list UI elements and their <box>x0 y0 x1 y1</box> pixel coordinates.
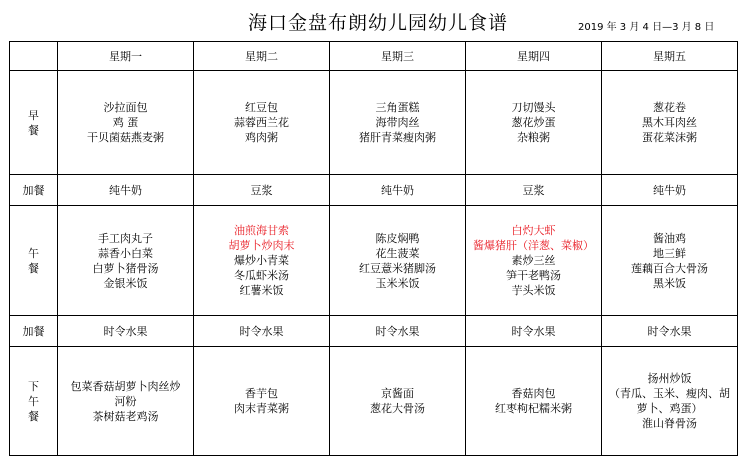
dish-item: 纯牛奶 <box>653 183 686 197</box>
dish-item: 手工肉丸子 <box>98 231 153 245</box>
morning-snack-row <box>10 175 738 206</box>
dish-item: 红豆包 <box>245 101 278 114</box>
day-header-thursday: 星期四 <box>466 42 602 71</box>
dish-item: 黑米饭 <box>653 276 686 290</box>
menu-cell-monday <box>58 347 194 456</box>
menu-table <box>9 41 738 456</box>
meal-label-text: 加餐 <box>22 183 45 197</box>
meal-label-text: 餐 <box>28 123 39 137</box>
menu-cell-monday <box>58 206 194 316</box>
dish-item: 包菜香菇胡萝卜肉丝炒 <box>70 379 181 393</box>
dish-item: 猪肝青菜瘦肉粥 <box>359 131 436 144</box>
dinner-row <box>10 347 738 456</box>
dish-item: 红豆薏米猪脚汤 <box>359 261 436 275</box>
menu-cell-tuesday <box>194 316 330 347</box>
dish-item: 冬瓜虾米汤 <box>234 269 289 282</box>
dish-item: 葱花卷 <box>653 101 686 114</box>
meal-label-text: 早 <box>28 108 39 122</box>
menu-cell-wednesday <box>330 347 466 456</box>
dish-item: 爆炒小青菜 <box>234 254 289 267</box>
menu-cell-monday <box>58 316 194 347</box>
meal-label <box>10 347 58 456</box>
dish-item: 蒜香小白菜 <box>98 246 153 260</box>
dish-item: 胡萝卜炒肉末 <box>228 239 295 252</box>
dish-item: 淮山脊骨汤 <box>642 417 697 430</box>
menu-cell-friday <box>602 71 738 175</box>
page-title: 海口金盘布朗幼儿园幼儿食谱 <box>247 12 508 34</box>
dish-item: 红薯米饭 <box>239 284 284 297</box>
dish-item: 茶树菇老鸡汤 <box>92 409 159 423</box>
menu-cell-thursday <box>466 175 602 206</box>
dish-item: 红枣枸杞糯米粥 <box>495 402 572 415</box>
menu-cell-friday <box>602 347 738 456</box>
day-header-tuesday: 星期二 <box>194 42 330 71</box>
menu-cell-thursday <box>466 206 602 316</box>
dish-item: 蛋花菜沫粥 <box>642 131 697 144</box>
dish-item: 鸡肉粥 <box>245 131 278 144</box>
menu-cell-wednesday <box>330 316 466 347</box>
dish-item: 肉末青菜粥 <box>234 402 289 415</box>
meal-label <box>10 316 58 347</box>
menu-cell-tuesday <box>194 71 330 175</box>
dish-item: 香芋包 <box>245 387 278 400</box>
menu-cell-thursday <box>466 71 602 175</box>
menu-cell-thursday <box>466 347 602 456</box>
dish-item: 香菇肉包 <box>511 387 556 400</box>
dish-item: 葱花大骨汤 <box>370 402 425 415</box>
dish-item: 葱花炒蛋 <box>511 116 556 129</box>
dish-item: 时令水果 <box>103 324 148 338</box>
dish-item: 芋头米饭 <box>511 284 556 297</box>
menu-cell-monday <box>58 71 194 175</box>
dish-item: 黑木耳肉丝 <box>642 116 697 129</box>
header-row <box>10 42 738 71</box>
dish-item: 玉米米饭 <box>375 276 420 290</box>
dish-item: 时令水果 <box>375 324 420 338</box>
meal-label <box>10 206 58 316</box>
meal-label <box>10 71 58 175</box>
menu-cell-tuesday <box>194 347 330 456</box>
dish-item: 扬州炒饭 <box>647 372 692 385</box>
dish-item: 酱油鸡 <box>653 231 686 245</box>
day-header-wednesday: 星期三 <box>330 42 466 71</box>
menu-cell-friday <box>602 175 738 206</box>
dish-item: 时令水果 <box>239 324 284 338</box>
meal-label <box>10 175 58 206</box>
day-header-friday: 星期五 <box>602 42 738 71</box>
meal-label-text: 下 <box>28 379 39 393</box>
dish-item: 油煎海甘索 <box>234 224 289 237</box>
dish-item: 杂粮粥 <box>517 131 550 144</box>
meal-label-text: 午 <box>28 394 39 408</box>
dish-item: （青瓜、玉米、瘦肉、胡 <box>609 387 730 400</box>
dish-item: 京酱面 <box>381 387 414 400</box>
dish-item: 海带肉丝 <box>375 116 420 129</box>
dish-item: 金银米饭 <box>103 276 148 290</box>
menu-cell-tuesday <box>194 206 330 316</box>
dish-item: 白灼大虾 <box>511 224 556 237</box>
menu-cell-tuesday <box>194 175 330 206</box>
menu-cell-friday <box>602 206 738 316</box>
menu-cell-wednesday <box>330 206 466 316</box>
date-range: 2019 年 3 月 4 日—3 月 8 日 <box>578 22 715 33</box>
menu-cell-monday <box>58 175 194 206</box>
dish-item: 干贝菌菇燕麦粥 <box>87 131 164 144</box>
menu-cell-friday <box>602 316 738 347</box>
meal-label-text: 餐 <box>28 409 39 423</box>
dish-item: 花生菠菜 <box>375 246 420 260</box>
dish-item: 地三鲜 <box>653 246 686 260</box>
dish-item: 时令水果 <box>647 324 692 338</box>
dish-item: 素炒三丝 <box>511 254 556 267</box>
dish-item: 萝卜、鸡蛋） <box>636 402 703 415</box>
dish-item: 笋干老鸭汤 <box>506 269 561 282</box>
dish-item: 陈皮焖鸭 <box>375 231 420 245</box>
dish-item: 纯牛奶 <box>109 183 142 197</box>
dish-item: 河粉 <box>114 394 137 408</box>
dish-item: 酱爆猪肝（洋葱、菜椒） <box>473 239 594 252</box>
dish-item: 沙拉面包 <box>103 101 148 114</box>
dish-item: 刀切馒头 <box>511 101 556 114</box>
breakfast-row <box>10 71 738 175</box>
dish-item: 蒜蓉西兰花 <box>234 116 289 129</box>
dish-item: 豆浆 <box>250 183 273 197</box>
day-header-monday: 星期一 <box>58 42 194 71</box>
afternoon-snack-row <box>10 316 738 347</box>
dish-item: 豆浆 <box>522 183 545 197</box>
menu-cell-thursday <box>466 316 602 347</box>
dish-item: 纯牛奶 <box>381 183 414 197</box>
meal-label-text: 午 <box>28 246 39 260</box>
menu-cell-wednesday <box>330 71 466 175</box>
dish-item: 鸡 蛋 <box>112 116 139 129</box>
dish-item: 莲藕百合大骨汤 <box>631 261 708 275</box>
lunch-row <box>10 206 738 316</box>
menu-cell-wednesday <box>330 175 466 206</box>
meal-label-text: 餐 <box>28 261 39 275</box>
corner-cell <box>10 42 58 71</box>
dish-item: 时令水果 <box>511 324 556 338</box>
meal-label-text: 加餐 <box>22 324 45 338</box>
dish-item: 三角蛋糕 <box>375 101 420 114</box>
dish-item: 白萝卜猪骨汤 <box>92 261 159 275</box>
